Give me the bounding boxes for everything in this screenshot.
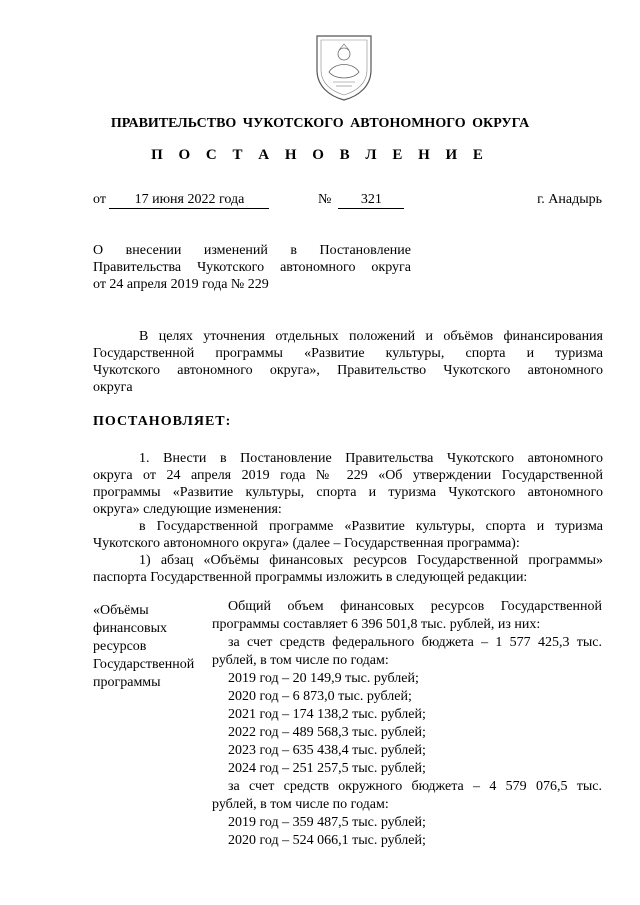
subject-line: от 24 апреля 2019 года № 229 — [93, 277, 269, 292]
date-value: 17 июня 2022 года — [109, 192, 269, 209]
table-right-line: 2020 год – 6 873,0 тыс. рублей; — [228, 689, 412, 704]
body-line: округа от 24 апреля 2019 года № 229 «Об утверждении Государственной — [93, 468, 603, 483]
body-paragraph-2 — [93, 518, 603, 552]
document-subject — [93, 242, 411, 293]
body-line: программы «Развитие культуры, спорта и туризма Чукотского автономного — [93, 485, 603, 500]
body-paragraph-3 — [93, 552, 603, 586]
table-right-line: 2019 год – 20 149,9 тыс. рублей; — [228, 671, 419, 686]
subject-line: Правительства Чукотского автономного округа — [93, 260, 411, 275]
table-right-column — [212, 598, 602, 850]
table-right-line: 2021 год – 174 138,2 тыс. рублей; — [228, 707, 426, 722]
preamble-line: Чукотского автономного округа», Правительство Чукотского автономного — [93, 363, 603, 378]
table-right-line: 2020 год – 524 066,1 тыс. рублей; — [228, 833, 426, 848]
body-line: 1. Внести в Постановление Правительства Чукотского автономного — [139, 451, 603, 466]
number-prefix: № — [318, 192, 332, 207]
table-left-line: ресурсов — [93, 639, 147, 654]
date-field — [93, 192, 269, 209]
body-line: паспорта Государственной программы изложить в следующей редакции: — [93, 570, 528, 585]
table-left-line: программы — [93, 675, 161, 690]
table-right-line: за счет средств федерального бюджета – 1 577 425,3 тыс. — [228, 635, 602, 650]
subject-line: О внесении изменений в Постановление — [93, 243, 411, 258]
table-right-line: 2019 год – 359 487,5 тыс. рублей; — [228, 815, 426, 830]
table-left-line: финансовых — [93, 621, 167, 636]
table-right-line: рублей, в том числе по годам: — [212, 653, 389, 668]
body-line: в Государственной программе «Развитие культуры, спорта и туризма — [139, 519, 603, 534]
preamble-line: В целях уточнения отдельных положений и объёмов финансирования — [139, 329, 603, 344]
table-right-line: 2024 год – 251 257,5 тыс. рублей; — [228, 761, 426, 776]
preamble-line: округа — [93, 380, 133, 395]
table-right-line: Общий объем финансовых ресурсов Государственной — [228, 599, 602, 614]
table-right-line: рублей, в том числе по годам: — [212, 797, 389, 812]
city: г. Анадырь — [537, 192, 602, 207]
resolves-heading: ПОСТАНОВЛЯЕТ: — [93, 414, 232, 429]
preamble-paragraph — [93, 328, 603, 396]
organization-title: ПРАВИТЕЛЬСТВО ЧУКОТСКОГО АВТОНОМНОГО ОКРУГА — [110, 116, 530, 131]
table-right-line: 2023 год – 635 438,4 тыс. рублей; — [228, 743, 426, 758]
date-prefix: от — [93, 192, 106, 207]
table-left-column — [93, 602, 211, 692]
body-line: Чукотского автономного округа» (далее – Государственная программа): — [93, 536, 520, 551]
table-right-line: 2022 год – 489 568,3 тыс. рублей; — [228, 725, 426, 740]
table-left-line: «Объёмы — [93, 603, 149, 618]
body-line: 1) абзац «Объёмы финансовых ресурсов Государственной программы» — [139, 553, 603, 568]
document-type: П О С Т А Н О В Л Е Н И Е — [151, 147, 489, 163]
body-line: округа» следующие изменения: — [93, 502, 282, 517]
preamble-line: Государственной программы «Развитие культуры, спорта и туризма — [93, 346, 603, 361]
body-paragraph-1 — [93, 450, 603, 518]
number-value: 321 — [338, 192, 404, 209]
number-field — [318, 192, 404, 209]
table-left-line: Государственной — [93, 657, 195, 672]
table-right-line: программы составляет 6 396 501,8 тыс. рублей, из них: — [212, 617, 541, 632]
table-right-line: за счет средств окружного бюджета – 4 579 076,5 тыс. — [228, 779, 602, 794]
coat-of-arms-emblem — [313, 32, 375, 102]
